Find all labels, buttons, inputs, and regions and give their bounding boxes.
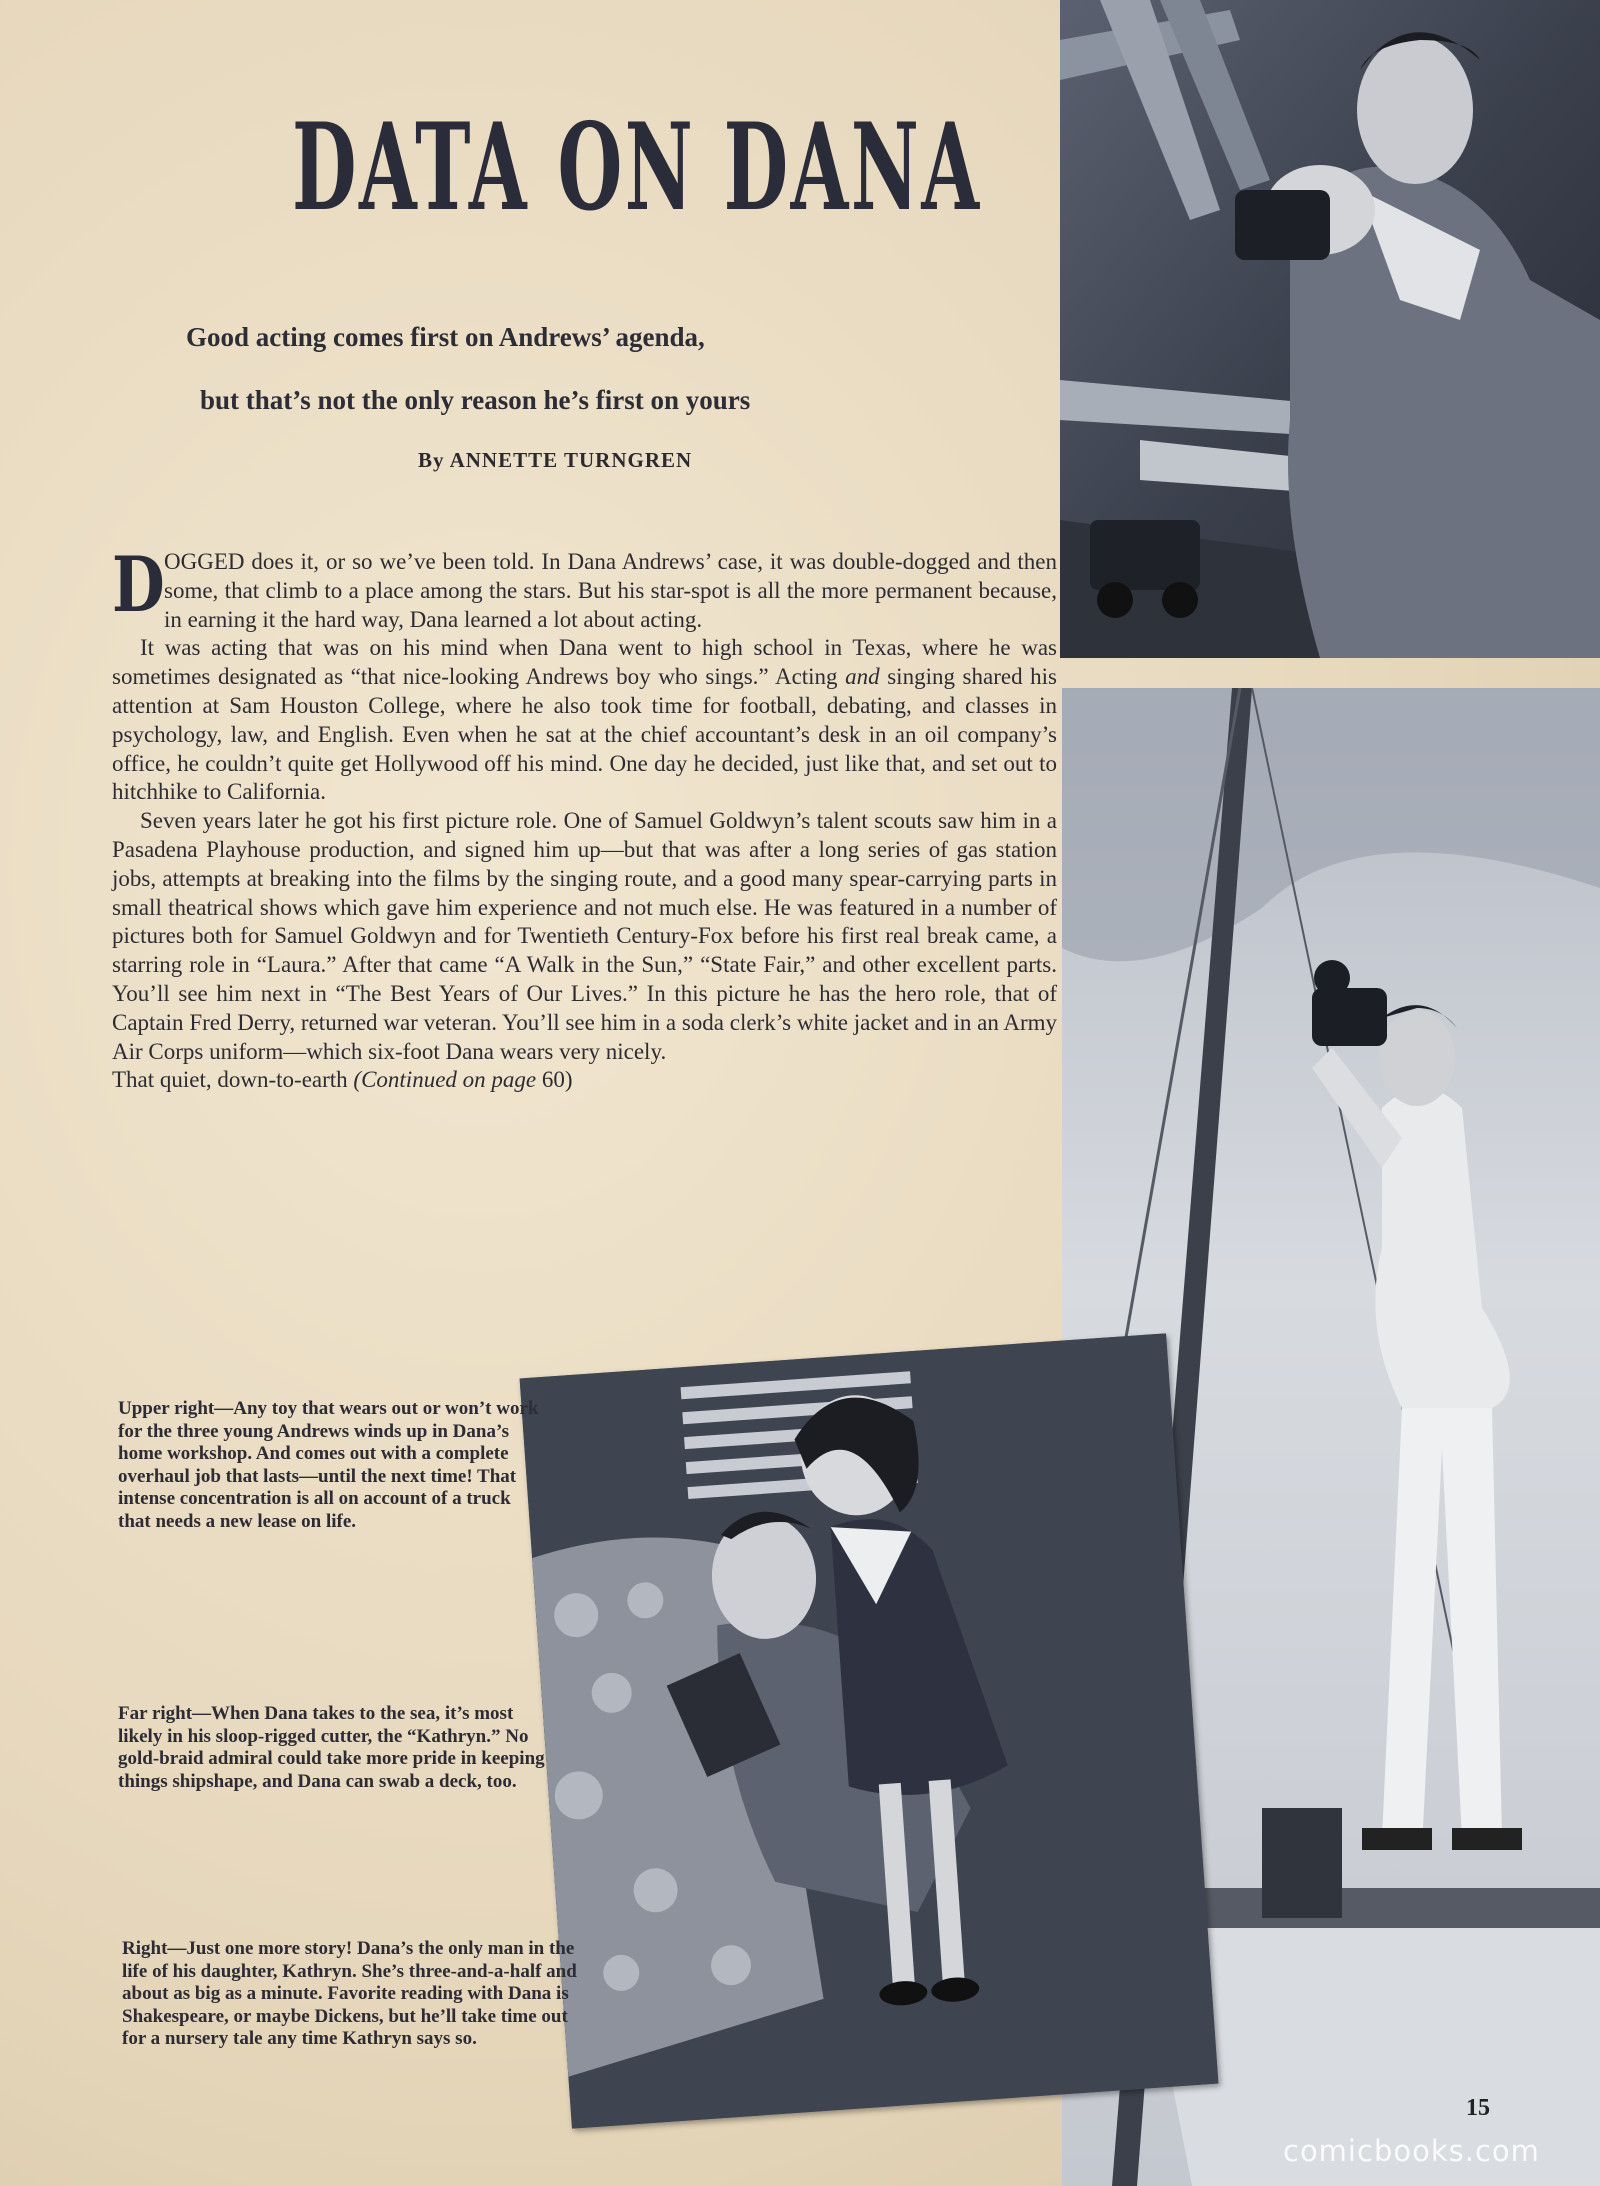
- paragraph-1-text: OGGED does it, or so we’ve been told. In Dana Andrews’ case, it was double-dogged and then some, that climb to a place among the stars. But his star-spot is all the more permanent because, in earning it the hard way, Dana learned a lot about acting.: [164, 549, 1057, 632]
- paragraph-4-text: That quiet, down-to-earth: [112, 1067, 354, 1093]
- paragraph-2-text-a: It was acting that was on his mind when Dana went to high school in Texas, where he was sometimes designated as “that nice-looking Andrews boy who sings.” Acting: [112, 635, 1057, 690]
- reading-photo: [520, 1333, 1219, 2128]
- paragraph-2-text-b: singing shared his attention at Sam Houston College, where he also took time for football, debating, and classes in psychology, law, and English. Even when he sat at the chief accountant’s desk in an oil company’s office, he couldn’t quite get Hollywood off his mind. One day he decided, just like that, and set out to hitchhike to California.: [112, 664, 1057, 805]
- deck-line-2: but that’s not the only reason he’s first on yours: [200, 385, 751, 415]
- headline: DATA ON DANA: [292, 97, 982, 238]
- byline: By ANNETTE TURNGREN: [418, 448, 693, 472]
- paragraph-2-emphasis: and: [845, 664, 880, 690]
- article-paragraph-1: [112, 540, 1057, 634]
- page-number: 15: [1466, 2095, 1490, 2121]
- article-body: [112, 540, 1057, 1095]
- article-paragraph-4: [112, 1066, 1057, 1095]
- continued-jump: (Continued on page: [353, 1067, 537, 1093]
- article-paragraph-3: Seven years later he got his first picture role. One of Samuel Goldwyn’s talent scouts saw him in a Pasadena Playhouse production, and signed him up—but that was after a long series of gas station jobs, attempts at breaking into the films by the singing route, and a good many spear-carrying parts in small theatrical shows which gave him experience and not much else. He was featured in a number of pictures both for Samuel Goldwyn and for Twentieth Century-Fox before his first real break came, a starring role in “Laura.” After that came “A Walk in the Sun,” “State Fair,” and other excellent parts. You’ll see him next in “The Best Years of Our Lives.” In this picture he has the hero role, that of Captain Fred Derry, returned war veteran. You’ll see him in a soda clerk’s white jacket and in an Army Air Corps uniform—which six-foot Dana wears very nicely.: [112, 808, 1057, 1064]
- drop-cap: D: [112, 540, 165, 629]
- caption-upper-right: Upper right—Any toy that wears out or won’t work for the three young Andrews winds up in Dana’s home workshop. And comes out with a complete overhaul job that lasts—until the next time! That intense concentration is all on account of a truck that needs a new lease on life.: [118, 1398, 539, 1532]
- article-paragraph-2: [112, 634, 1057, 807]
- watermark: comicbooks.com: [1283, 2134, 1540, 2168]
- workshop-photo: [1060, 0, 1600, 658]
- deck-line-1: Good acting comes first on Andrews’ agenda,: [186, 322, 705, 352]
- continued-page: 60): [536, 1067, 573, 1093]
- caption-right: Right—Just one more story! Dana’s the only man in the life of his daughter, Kathryn. She’s three-and-a-half and about as big as a minute. Favorite reading with Dana is Shakespeare, or maybe Dickens, but he’ll take time out for a nursery tale any time Kathryn says so.: [122, 1938, 577, 2050]
- caption-far-right: Far right—When Dana takes to the sea, it’s most likely in his sloop-rigged cutter, the “Kathryn.” No gold-braid admiral could take more pride in keeping things shipshape, and Dana can swab a deck, too.: [118, 1703, 545, 1792]
